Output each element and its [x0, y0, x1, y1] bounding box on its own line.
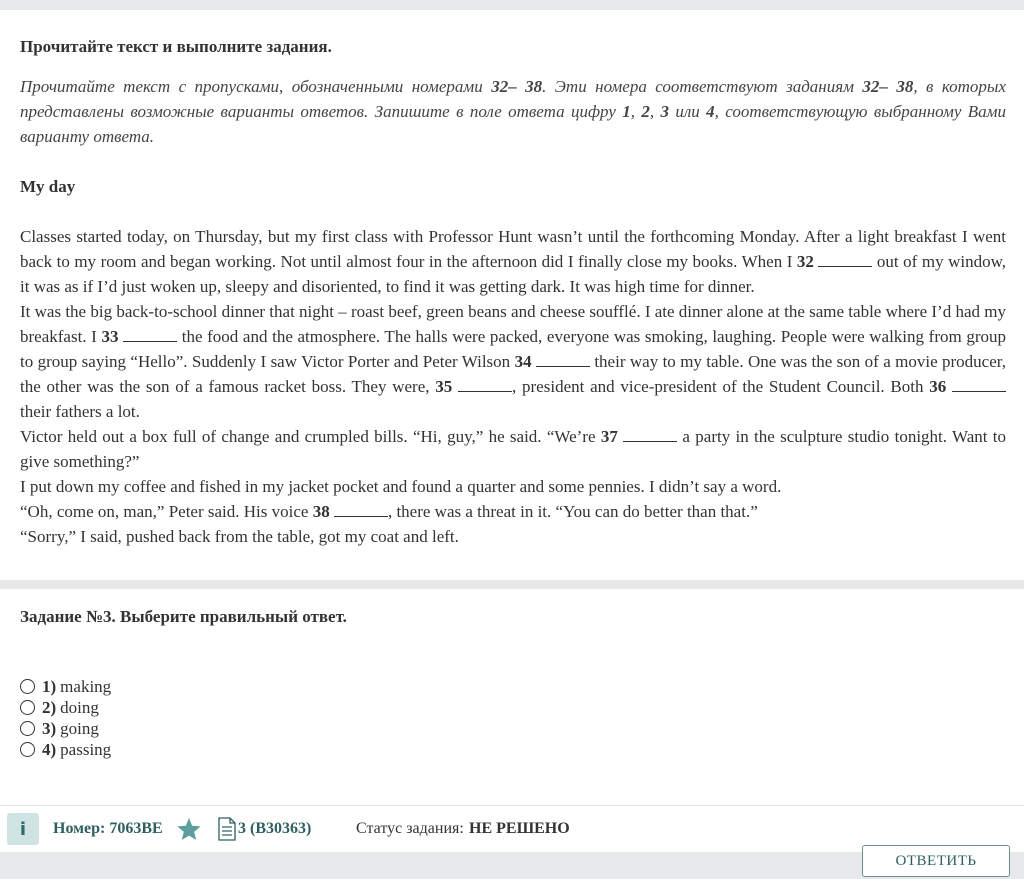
radio-button[interactable]: [20, 721, 35, 736]
paragraph: Classes started today, on Thursday, but my first class with Professor Hunt wasn’t until the forthcoming Monday. After a light breakfast I went back to my room and began working. Not until almost four in the afternoon did I finally close my books. When I 32 out of my window, it was as if I’d just woken up, sleepy and disoriented, to find it was getting dark. It was high time for dinner.: [20, 227, 1006, 296]
passage-text: [20, 224, 1006, 549]
paragraph: I put down my coffee and fished in my jacket pocket and found a quarter and some pennies. I didn’t say a word.: [20, 477, 782, 496]
radio-button[interactable]: [20, 700, 35, 715]
gap-blank: [334, 501, 388, 517]
gap-blank: [458, 376, 512, 392]
gap-blank: [952, 376, 1006, 392]
reading-panel: [0, 10, 1024, 580]
gap-number: 37: [600, 427, 618, 446]
answer-option-1[interactable]: 1) making: [20, 676, 111, 697]
star-icon[interactable]: [176, 817, 202, 841]
gap-blank: [623, 426, 677, 442]
gap-blank: [818, 251, 872, 267]
gap-number: 33: [101, 327, 119, 346]
passage-title: My day: [20, 177, 76, 196]
instructions-title: Прочитайте текст и выполните задания.: [20, 37, 332, 56]
gap-number: 34: [514, 352, 532, 371]
gap-blank: [536, 351, 590, 367]
answer-option-3[interactable]: 3) going: [20, 718, 111, 739]
document-icon[interactable]: [217, 817, 237, 841]
paragraph: “Sorry,” I said, pushed back from the table, got my coat and left.: [20, 527, 459, 546]
answer-option-2[interactable]: 2) doing: [20, 697, 111, 718]
task-panel: [0, 589, 1024, 805]
info-icon[interactable]: i: [7, 813, 39, 845]
gap-number: 36: [929, 377, 947, 396]
status-value: НЕ РЕШЕНО: [469, 820, 570, 837]
paragraph: It was the big back-to-school dinner that night – roast beef, green beans and cheese soufflé. I ate dinner alone at the same table where I’d had my breakfast. I 33 the food and the atmosphere. The halls were packed, everyone was smoking, laughing. People were walking from group to group saying “Hello”. Suddenly I saw Victor Porter and Peter Wilson 34 their way to my table. One was the son of a movie producer, the other was the son of a famous racket boss. They were, 35 , president and vice-president of the Student Council. Both 36 their fathers a lot.: [20, 302, 1006, 421]
answer-button[interactable]: ОТВЕТИТЬ: [862, 845, 1010, 877]
gap-number: 32: [796, 252, 814, 271]
task-source-link[interactable]: 3 (B30363): [238, 820, 312, 837]
radio-button[interactable]: [20, 742, 35, 757]
task-number: Номер: 7063BE: [53, 820, 163, 837]
answer-option-4[interactable]: 4) passing: [20, 739, 111, 760]
task-title: Задание №3. Выберите правильный ответ.: [20, 607, 347, 626]
gap-number: 38: [312, 502, 330, 521]
radio-button[interactable]: [20, 679, 35, 694]
answer-options: [20, 676, 111, 760]
status-label: Статус задания:: [356, 820, 464, 837]
paragraph: Victor held out a box full of change and crumpled bills. “Hi, guy,” he said. “We’re 37 a party in the sculpture studio tonight. Want to give something?”: [20, 427, 1006, 471]
paragraph: “Oh, come on, man,” Peter said. His voice 38 , there was a threat in it. “You can do better than that.”: [20, 502, 758, 521]
gap-number: 35: [435, 377, 453, 396]
instructions-text: Прочитайте текст с пропусками, обозначенными номерами 32– 38. Эти номера соответствуют заданиям 32– 38, в которых представлены возможные варианты ответов. Запишите в поле ответа цифру 1, 2, 3 или 4, соответствующую выбранному Вами варианту ответа.: [20, 77, 1007, 146]
gap-blank: [123, 326, 177, 342]
